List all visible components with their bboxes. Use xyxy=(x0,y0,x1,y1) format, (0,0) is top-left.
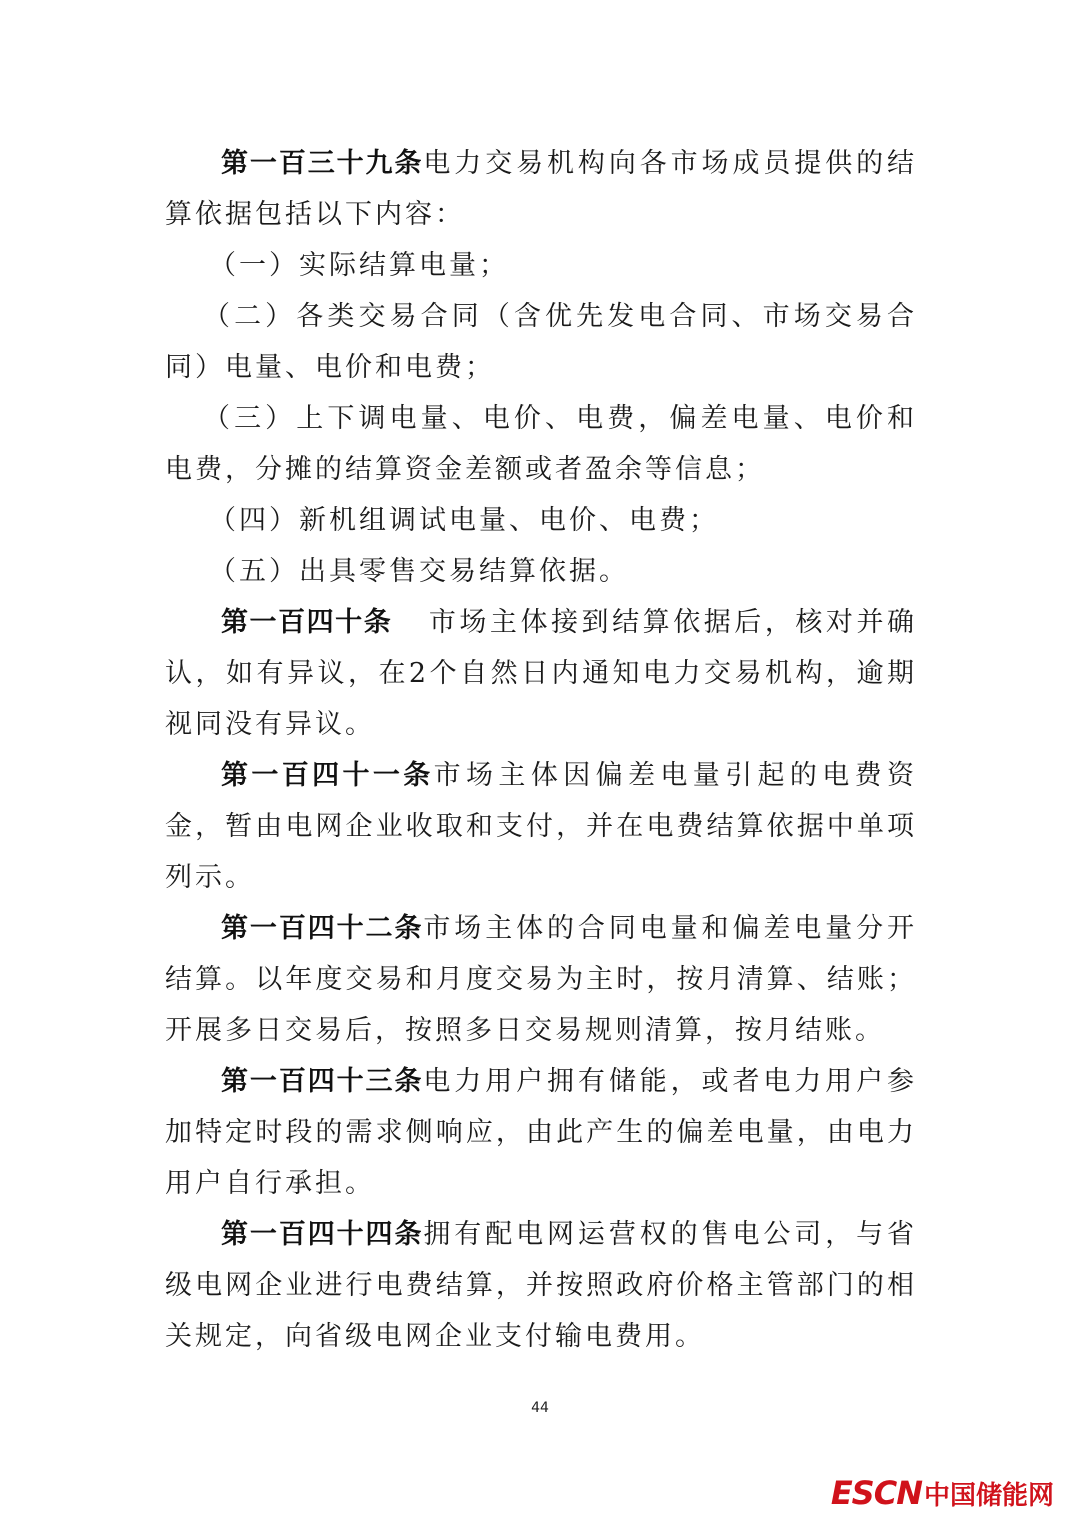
article-143-heading: 第一百四十三条 xyxy=(221,1066,424,1097)
article-143-body: 电力用户拥有储能，或者电力用户参加特定时段的需求侧响应，由此产生的偏差电量，由电力用户自行承担。 xyxy=(165,1066,918,1199)
article-144-heading: 第一百四十四条 xyxy=(221,1219,424,1250)
article-142 xyxy=(165,903,917,1056)
article-140-heading: 第一百四十条 xyxy=(221,607,393,638)
article-139-body: 电力交易机构向各市场成员提供的结算依据包括以下内容： xyxy=(165,148,918,230)
article-139-item-5: （五）出具零售交易结算依据。 xyxy=(209,556,629,587)
document-page xyxy=(165,138,917,1362)
article-140-body: 市场主体接到结算依据后，核对并确认，如有异议，在2个自然日内通知电力交易机构，逾期视同没有异议。 xyxy=(165,607,918,740)
escn-logo xyxy=(831,1474,1054,1512)
article-139-item-3: （三）上下调电量、电价、电费，偏差电量、电价和电费，分摊的结算资金差额或者盈余等信息； xyxy=(165,403,917,485)
article-139-heading: 第一百三十九条 xyxy=(221,148,424,179)
article-142-body: 市场主体的合同电量和偏差电量分开结算。以年度交易和月度交易为主时，按月清算、结账；开展多日交易后，按照多日交易规则清算，按月结账。 xyxy=(165,913,918,1046)
article-139-item-1: （一）实际结算电量； xyxy=(209,250,509,281)
logo-cn-text: 中国储能网 xyxy=(923,1481,1054,1511)
article-142-heading: 第一百四十二条 xyxy=(221,913,424,944)
article-144 xyxy=(165,1209,917,1362)
logo-en-text: ESCN xyxy=(830,1474,922,1512)
article-139-item-4: （四）新机组调试电量、电价、电费； xyxy=(209,505,719,536)
article-141 xyxy=(165,750,917,903)
page-number: 44 xyxy=(531,1400,549,1416)
article-140 xyxy=(165,597,917,750)
article-141-heading: 第一百四十一条 xyxy=(221,760,434,791)
article-144-body: 拥有配电网运营权的售电公司，与省级电网企业进行电费结算，并按照政府价格主管部门的相关规定，向省级电网企业支付输电费用。 xyxy=(165,1219,918,1352)
article-139 xyxy=(165,138,917,240)
article-139-item-2: （二）各类交易合同（含优先发电合同、市场交易合同）电量、电价和电费； xyxy=(165,301,917,383)
article-143 xyxy=(165,1056,917,1209)
article-141-body: 市场主体因偏差电量引起的电费资金，暂由电网企业收取和支付，并在电费结算依据中单项列示。 xyxy=(165,760,918,893)
